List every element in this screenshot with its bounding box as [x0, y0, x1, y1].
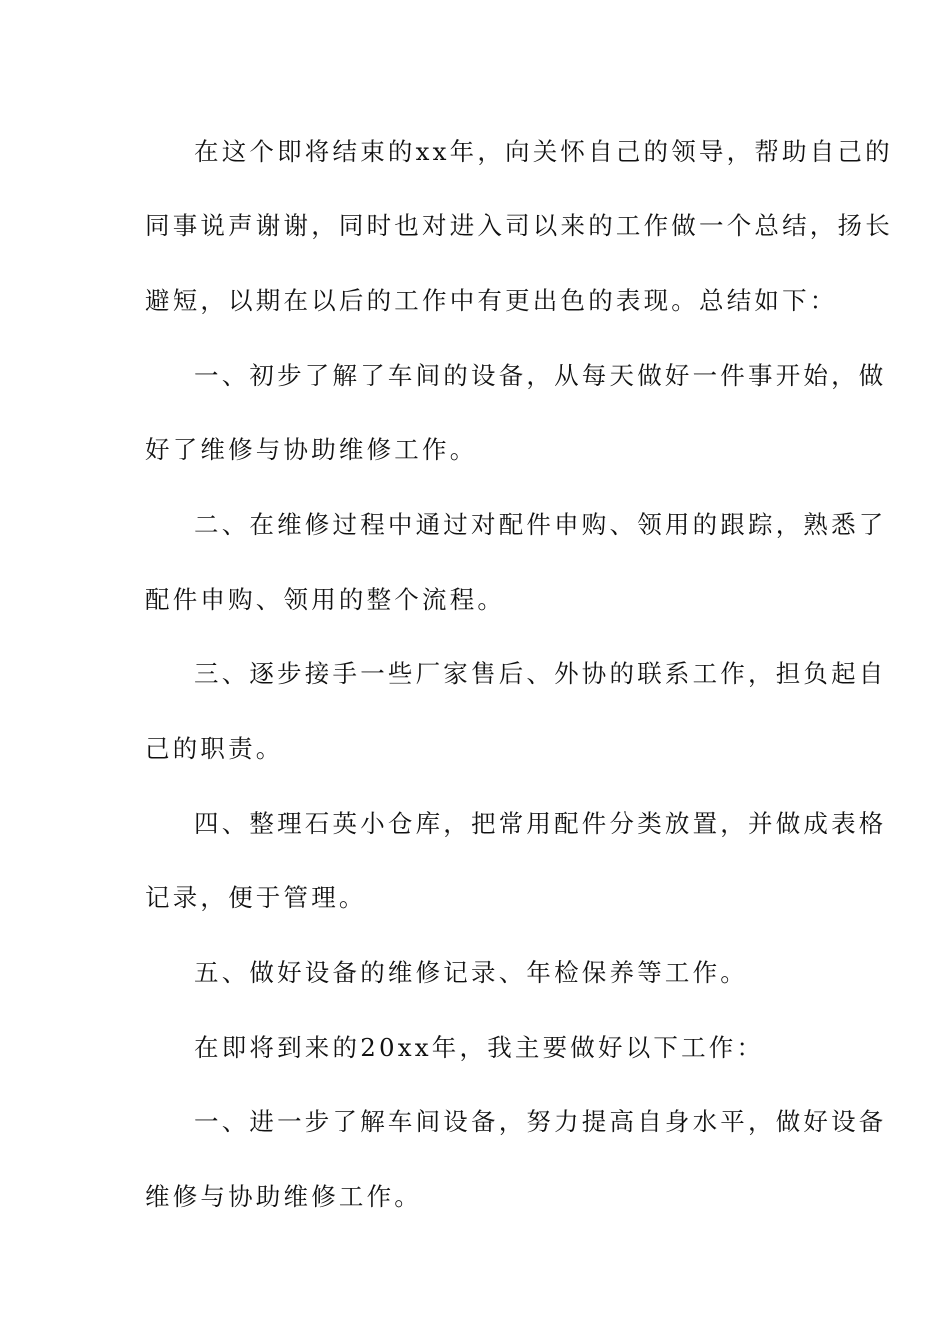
text-line: 避短，以期在以后的工作中有更出色的表现。总结如下：: [145, 286, 838, 315]
text-line: 在即将到来的20xx年，我主要做好以下工作：: [194, 1033, 765, 1062]
text-line: 一、进一步了解车间设备，努力提高自身水平，做好设备: [194, 1107, 887, 1136]
text-line: 五、做好设备的维修记录、年检保养等工作。: [194, 958, 748, 987]
text-line: 记录，便于管理。: [145, 883, 367, 912]
text-line: 在这个即将结束的xx年，向关怀自己的领导，帮助自己的: [194, 137, 893, 166]
text-line: 同事说声谢谢，同时也对进入司以来的工作做一个总结，扬长: [145, 211, 893, 240]
text-line: 己的职责。: [145, 734, 284, 763]
text-line: 一、初步了解了车间的设备，从每天做好一件事开始，做: [194, 361, 887, 390]
text-line: 配件申购、领用的整个流程。: [145, 585, 506, 614]
text-line: 四、整理石英小仓库，把常用配件分类放置，并做成表格: [194, 809, 887, 838]
text-line: 好了维修与协助维修工作。: [145, 435, 478, 464]
text-line: 二、在维修过程中通过对配件申购、领用的跟踪，熟悉了: [194, 510, 887, 539]
text-line: 三、逐步接手一些厂家售后、外协的联系工作，担负起自: [194, 659, 887, 688]
text-line: 维修与协助维修工作。: [145, 1182, 422, 1211]
